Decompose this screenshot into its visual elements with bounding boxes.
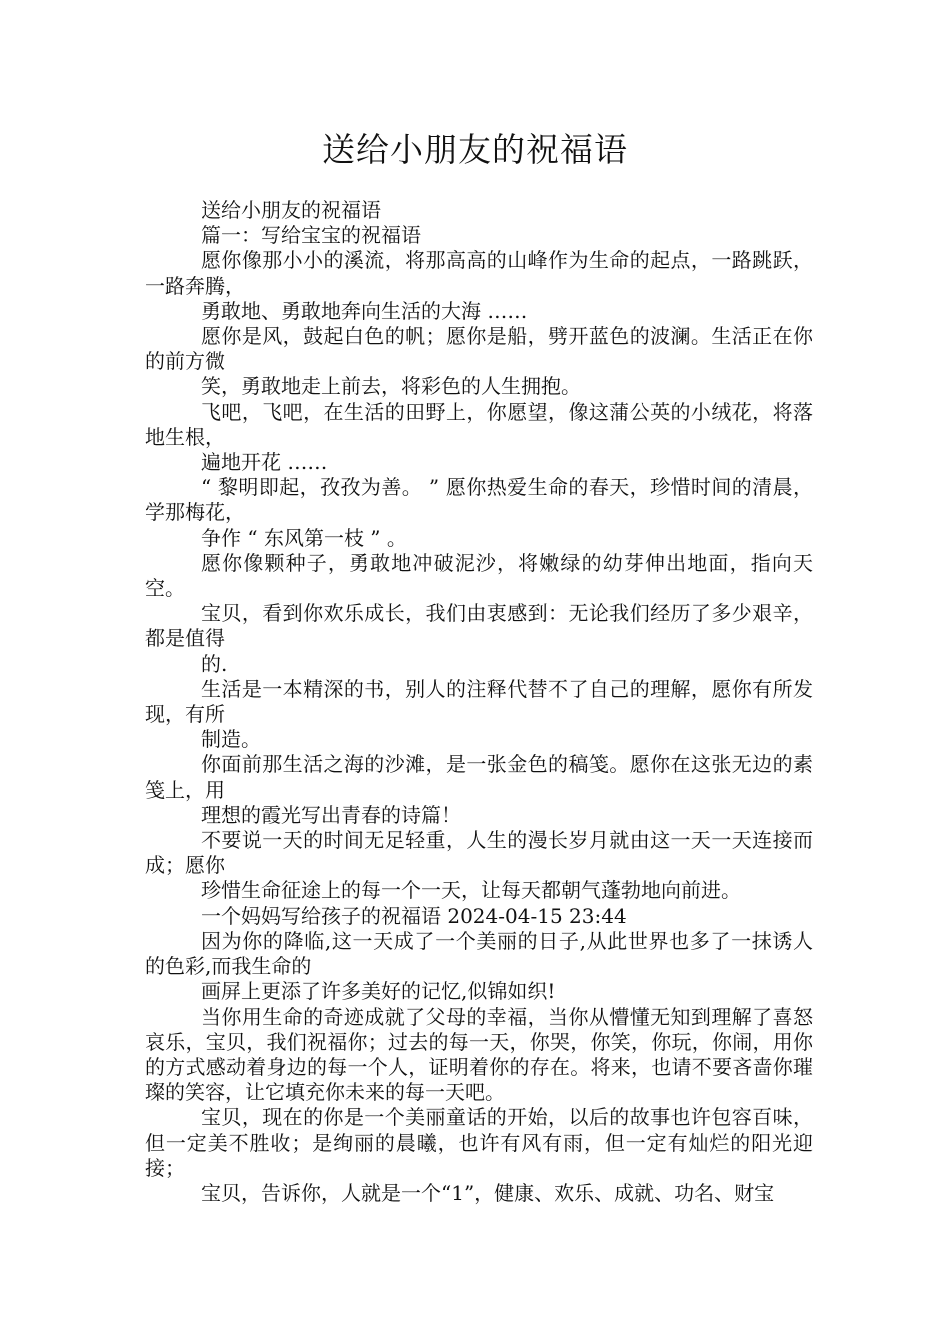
document-body xyxy=(145,198,813,1206)
paragraph: 宝贝，现在的你是一个美丽童话的开始，以后的故事也许包容百味，但一定美不胜收；是绚丽的晨曦，也许有风有雨，但一定有灿烂的阳光迎接； xyxy=(145,1105,813,1180)
paragraph: 不要说一天的时间无足轻重，人生的漫长岁月就由这一天一天连接而成；愿你 xyxy=(145,828,813,878)
paragraph: 一个妈妈写给孩子的祝福语 2024-04-15 23:44 xyxy=(201,903,627,928)
paragraph: 制造。 xyxy=(201,727,261,752)
paragraph: 理想的霞光写出青春的诗篇！ xyxy=(201,802,461,827)
paragraph: 画屏上更添了许多美好的记忆,似锦如织! xyxy=(201,979,556,1004)
paragraph: 的. xyxy=(201,651,228,676)
paragraph: 勇敢地、勇敢地奔向生活的大海 …… xyxy=(201,298,528,323)
document-title: 送给小朋友的祝福语 xyxy=(322,130,628,169)
paragraph: 愿你像颗种子，勇敢地冲破泥沙，将嫩绿的幼芽伸出地面，指向天空。 xyxy=(145,550,813,601)
paragraph: 珍惜生命征途上的每一个一天，让每天都朝气蓬勃地向前进。 xyxy=(201,878,741,903)
paragraph: 遍地开花 …… xyxy=(201,450,328,475)
paragraph: “ 黎明即起，孜孜为善。 ” 愿你热爱生命的春天，珍惜时间的清晨，学那梅花， xyxy=(145,475,813,525)
paragraph: 篇一：写给宝宝的祝福语 xyxy=(201,223,421,248)
paragraph: 送给小朋友的祝福语 xyxy=(201,198,381,222)
paragraph: 笑，勇敢地走上前去，将彩色的人生拥抱。 xyxy=(201,374,581,399)
paragraph: 生活是一本精深的书，别人的注释代替不了自己的理解，愿你有所发现，有所 xyxy=(145,676,813,727)
paragraph: 愿你是风，鼓起白色的帆；愿你是船，劈开蓝色的波澜。生活正在你的前方微 xyxy=(145,324,813,374)
paragraph: 宝贝，告诉你，人就是一个“1”，健康、欢乐、成就、功名、财宝 xyxy=(201,1180,775,1205)
paragraph: 因为你的降临,这一天成了一个美丽的日子,从此世界也多了一抹诱人的色彩,而我生命的 xyxy=(145,928,813,979)
paragraph: 宝贝，看到你欢乐成长，我们由衷感到：无论我们经历了多少艰辛，都是值得 xyxy=(145,601,813,651)
paragraph: 飞吧，飞吧，在生活的田野上，你愿望，像这蒲公英的小绒花，将落地生根， xyxy=(145,399,813,449)
paragraph: 愿你像那小小的溪流，将那高高的山峰作为生命的起点，一路跳跃，一路奔腾， xyxy=(145,248,813,298)
paragraph: 争作 “ 东风第一枝 ” 。 xyxy=(201,525,407,550)
paragraph: 你面前那生活之海的沙滩，是一张金色的稿笺。愿你在这张无边的素笺上，用 xyxy=(145,752,813,802)
paragraph: 当你用生命的奇迹成就了父母的幸福，当你从懵懂无知到理解了喜怒哀乐，宝贝，我们祝福你；过去的每一天，你哭，你笑，你玩，你闹，用你的方式感动着身边的每一个人，证明着你的存在。将来，也请不要吝啬你璀璨的笑容，让它填充你未来的每一天吧。 xyxy=(145,1004,813,1105)
